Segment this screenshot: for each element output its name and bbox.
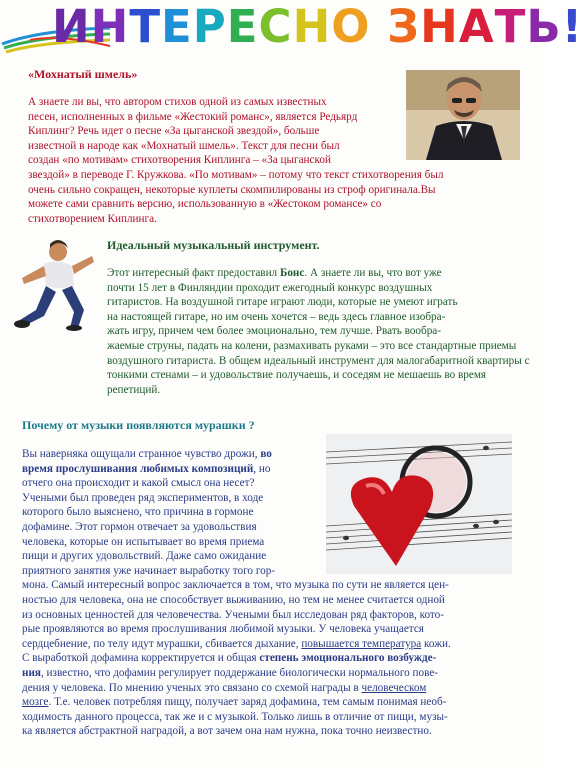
article2-bons-bold: Бонс <box>279 267 305 279</box>
article2-line: жать игру, причем чем более эмоционально, тем лучше. Рвать вообра- <box>107 325 441 338</box>
title-letter: С <box>258 0 293 53</box>
article3-line15-text: , известно, что дофамин регулирует поддержание биологически нормального пове- <box>40 667 439 679</box>
article3-line: человека, которые он испытывает во время приема <box>22 535 265 548</box>
article1-line: можете сами сравнить версию, использованную в «Жестоком романсе» со <box>28 198 382 211</box>
article2-title: Идеальный музыкальный инструмент. <box>107 238 320 252</box>
article3-line: Учеными был проведен ряд экспериментов, в ходе <box>22 491 264 504</box>
article1-body <box>28 95 444 226</box>
title-letter: Н <box>420 0 459 53</box>
article1-line: песен, исполненных в фильме «Жестокий романс», является Редьярд <box>28 110 358 123</box>
article3-bold-emotional-end: ния <box>22 667 41 679</box>
article2-line: жаемые струны, падать на колени, размахивать руками – это все стандартные приемы <box>107 339 517 352</box>
title-letter: О <box>331 0 371 53</box>
title-letter: ! <box>561 0 583 53</box>
article1-title: «Мохнатый шмель» <box>28 67 138 81</box>
article2-line: тонкими стенами – и удовольствие получаешь, и соседям не мешаешь во время <box>107 369 487 382</box>
article3-line1 <box>22 447 322 462</box>
article3-line16 <box>22 681 527 696</box>
article3-body-a <box>22 476 527 637</box>
article3-line16-text: дения у человека. По мнению ученых это связано со схемой награды в <box>22 681 362 694</box>
article3-line: рые проявляются во время прослушивания любимой музыки. У человека учащается <box>22 623 424 636</box>
article2-body <box>107 281 530 398</box>
title-letter: Т <box>494 0 527 53</box>
article3-title: Почему от музыки появляются мурашки ? <box>22 418 255 432</box>
article2-line: репетиций. <box>107 383 161 396</box>
title-letter: А <box>458 0 495 53</box>
article3-line1-text: Вы наверняка ощущали странное чувство дрожи, <box>22 448 258 460</box>
title-letter: Е <box>161 0 193 53</box>
article2-line1 <box>107 266 527 281</box>
article3-line: из основных ценностей для человечества. Учеными был исследован ряд факторов, кото- <box>22 608 444 621</box>
article3-body-b <box>22 710 527 739</box>
article3-line17 <box>22 695 527 710</box>
article1-line: Киплинг? Речь идет о песне «За цыганской звездой», больше <box>28 125 320 138</box>
article3-line13-end: кожи. <box>421 637 451 650</box>
article3-underlined-human: человеческом <box>361 681 427 694</box>
article2-line: почти 15 лет в Финляндии проходит ежегодный конкурс воздушных <box>107 281 433 294</box>
article3-line: ходимость данного процесса, так же и с музыкой. Только лишь в отличие от пищи, музы- <box>22 710 448 723</box>
article1-line: известной в народе как «Мохнатый шмель». Текст для песни был <box>28 139 340 152</box>
article3-line: отчего она происходит и какой смысл она несет? <box>22 477 255 490</box>
title-letter: Н <box>292 0 332 53</box>
title-letter <box>371 0 388 56</box>
article3-line: мона. Самый интересный вопрос заключается в том, что музыка по сути не является цен- <box>22 579 449 592</box>
article3-line: которого было выяснено, что причина в гормоне <box>22 506 254 519</box>
article3-bold-phrase: время прослушивания любимых композиций <box>22 462 254 475</box>
article3-bold-emotional: степень эмоционального возбужде- <box>259 652 437 665</box>
article2-line: воздушного гитариста. В общем идеальный инструмент для малогабаритной квартиры с <box>107 354 530 367</box>
article3-line2-text: , но <box>253 462 271 475</box>
article3-line14-text: С выработкой дофамина корректируется и общая <box>22 652 260 665</box>
article1-line: стихотворением Киплинга. <box>28 212 157 225</box>
title-letter: Т <box>129 0 162 53</box>
article2-line1-text: Этот интересный факт предоставил <box>107 267 280 279</box>
article3-line: ностью для человека, она не способствует выживанию, но тем не менее считается одной <box>22 593 445 606</box>
title-letter: Н <box>90 0 130 53</box>
article3-underlined-brain: мозге <box>22 696 49 709</box>
article3-line15 <box>22 666 527 681</box>
article3-line14 <box>22 651 527 666</box>
air-guitarist-image <box>14 238 100 330</box>
article2-line: гитаристов. На воздушной гитаре играют люди, которые не умеют играть <box>107 296 458 309</box>
title-letter: И <box>52 0 91 53</box>
title-letter: З <box>387 0 421 53</box>
article3-bold-phrase-start: во <box>257 448 272 460</box>
kipling-portrait-image <box>406 70 520 160</box>
title-letter: Е <box>226 0 259 53</box>
article3-line13-text: сердцебиение, по телу идут мурашки, сбивается дыхание, <box>22 637 302 650</box>
article3-line17-text: . Т.е. человек потребляя пищу, получает заряд дофамина, тем самым понимая необ- <box>48 696 447 709</box>
article1-line: звездой» в переводе Г. Кружкова. «По мотивам» – потому что текст стихотворения был <box>28 168 444 181</box>
article2-line: на настоящей гитаре, но им очень хочется – ведь здесь главное изобра- <box>107 310 446 323</box>
article3-line13 <box>22 637 527 652</box>
article3-line: пищи и других удовольствий. Даже само ожидание <box>22 550 267 563</box>
article1-line: А знаете ли вы, что автором стихов одной из самых известных <box>28 96 327 108</box>
header-banner <box>0 0 583 58</box>
article3-line: приятного занятия уже начинает выработку того гор- <box>22 564 276 577</box>
article3-underlined-temperature: повышается температура <box>301 637 422 650</box>
article2-line1-text-end: . А знаете ли вы, что вот уже <box>304 267 442 279</box>
article3-line: дофамине. Этот гормон отвечает за удовольствия <box>22 520 257 533</box>
page-title <box>52 0 583 56</box>
article3-line2 <box>22 462 322 477</box>
article1-line: очень сильно сокращен, некоторые куплеты скомпилированы из строф оригинала.Вы <box>28 183 436 196</box>
title-letter: Р <box>192 0 227 53</box>
article3-line: ка является абстрактной наградой, а вот зачем она нам нужна, пока точно неизвестно. <box>22 725 432 738</box>
article1-line: создан «по мотивам» стихотворения Киплинга – «За цыганской <box>28 154 331 167</box>
title-letter: Ь <box>526 0 562 53</box>
